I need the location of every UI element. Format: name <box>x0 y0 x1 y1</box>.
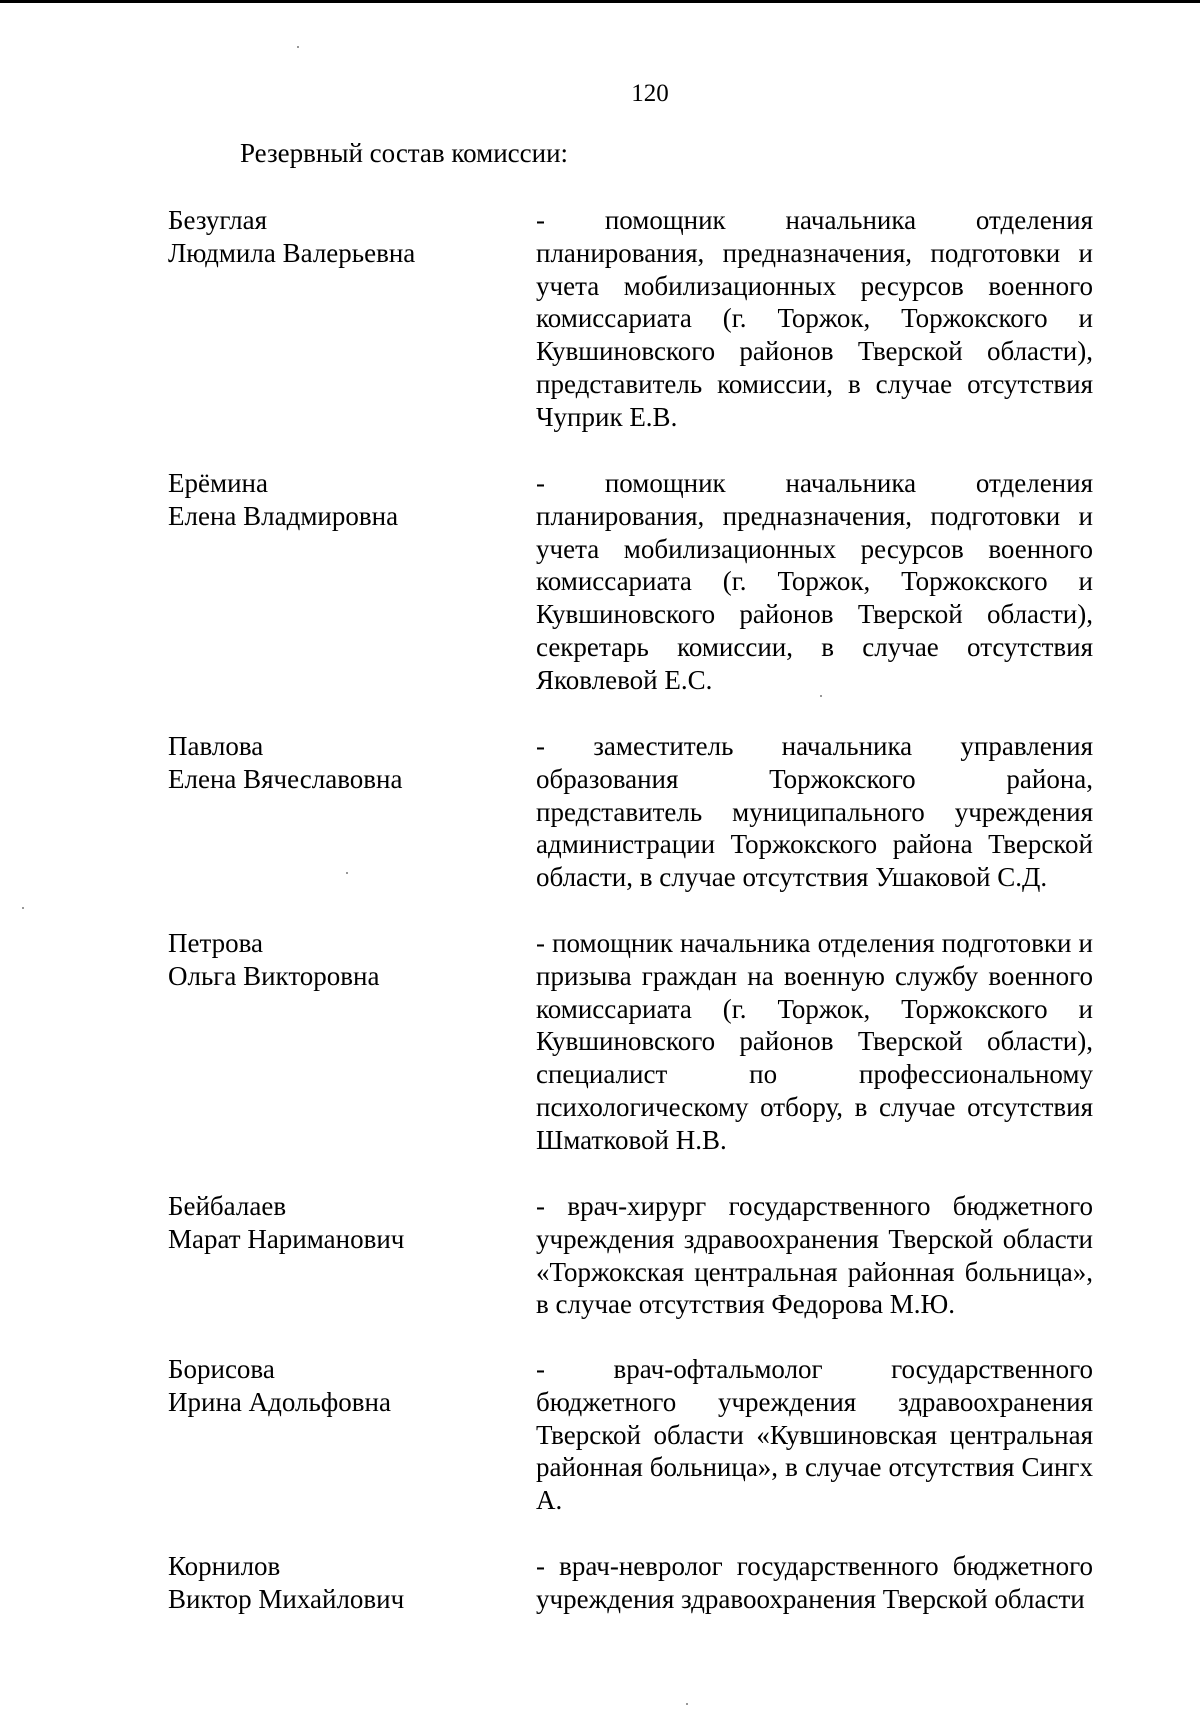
member-name <box>168 927 498 993</box>
member-surname: Ерёмина <box>168 468 268 498</box>
member-given-names: Виктор Михайлович <box>168 1583 405 1614</box>
section-title: Резервный состав комиссии: <box>240 138 569 168</box>
scan-speck <box>22 907 24 909</box>
member-description: - помощник начальника отделения подготовки и призыва граждан на военную службу военного комиссариата (г. Торжок, Торжокского и Кувшиновского районов Тверской области), специалист по профессиональному психологическому отбору, в случае отсутствия Шматковой Н.В. <box>536 928 1093 1155</box>
member-surname: Павлова <box>168 731 264 761</box>
member-name <box>168 467 498 533</box>
member-given-names: Людмила Валерьевна <box>168 237 416 268</box>
member-given-names: Елена Вячеславовна <box>168 763 403 794</box>
member-surname: Бейбалаев <box>168 1191 287 1221</box>
member-surname: Безуглая <box>168 205 267 235</box>
member-given-names: Елена Владмировна <box>168 500 399 531</box>
member-name <box>168 730 498 796</box>
scan-speck <box>297 46 299 48</box>
member-name <box>168 1190 498 1256</box>
member-description: - помощник начальника отделения планирования, предназначения, подготовки и учета мобилизационных ресурсов военного комиссариата (г. Торжок, Торжокского и Кувшиновского районов Тверской области), секретарь комиссии, в случае отсутствия Яковлевой Е.С. <box>536 468 1093 695</box>
page-number: 120 <box>631 80 669 107</box>
top-border-line <box>0 0 1200 3</box>
member-given-names: Ирина Адольфовна <box>168 1386 391 1417</box>
member-given-names: Ольга Викторовна <box>168 960 380 991</box>
member-description: - врач-хирург государственного бюджетного учреждения здравоохранения Тверской области «Торжокская центральная районная больница», в случае отсутствия Федорова М.Ю. <box>536 1191 1093 1320</box>
scan-speck <box>820 695 822 697</box>
member-surname: Корнилов <box>168 1551 281 1581</box>
member-given-names: Марат Нариманович <box>168 1223 405 1254</box>
scan-speck <box>686 1703 688 1705</box>
member-name <box>168 204 498 270</box>
member-surname: Петрова <box>168 928 263 958</box>
member-name <box>168 1353 498 1419</box>
member-description: - врач-невролог государственного бюджетного учреждения здравоохранения Тверской области <box>536 1551 1093 1614</box>
member-description: - врач-офтальмолог государственного бюджетного учреждения здравоохранения Тверской области «Кувшиновская центральная районная больница», в случае отсутствия Сингх А. <box>536 1354 1093 1516</box>
member-surname: Борисова <box>168 1354 275 1384</box>
member-description: - помощник начальника отделения планирования, предназначения, подготовки и учета мобилизационных ресурсов военного комиссариата (г. Торжок, Торжокского и Кувшиновского районов Тверской области), представитель комиссии, в случае отсутствия Чуприк Е.В. <box>536 205 1093 432</box>
scan-speck <box>346 872 348 874</box>
member-name <box>168 1550 498 1616</box>
member-description: - заместитель начальника управления образования Торжокского района, представитель муниципального учреждения администрации Торжокского района Тверской области, в случае отсутствия Ушаковой С.Д. <box>536 731 1093 893</box>
